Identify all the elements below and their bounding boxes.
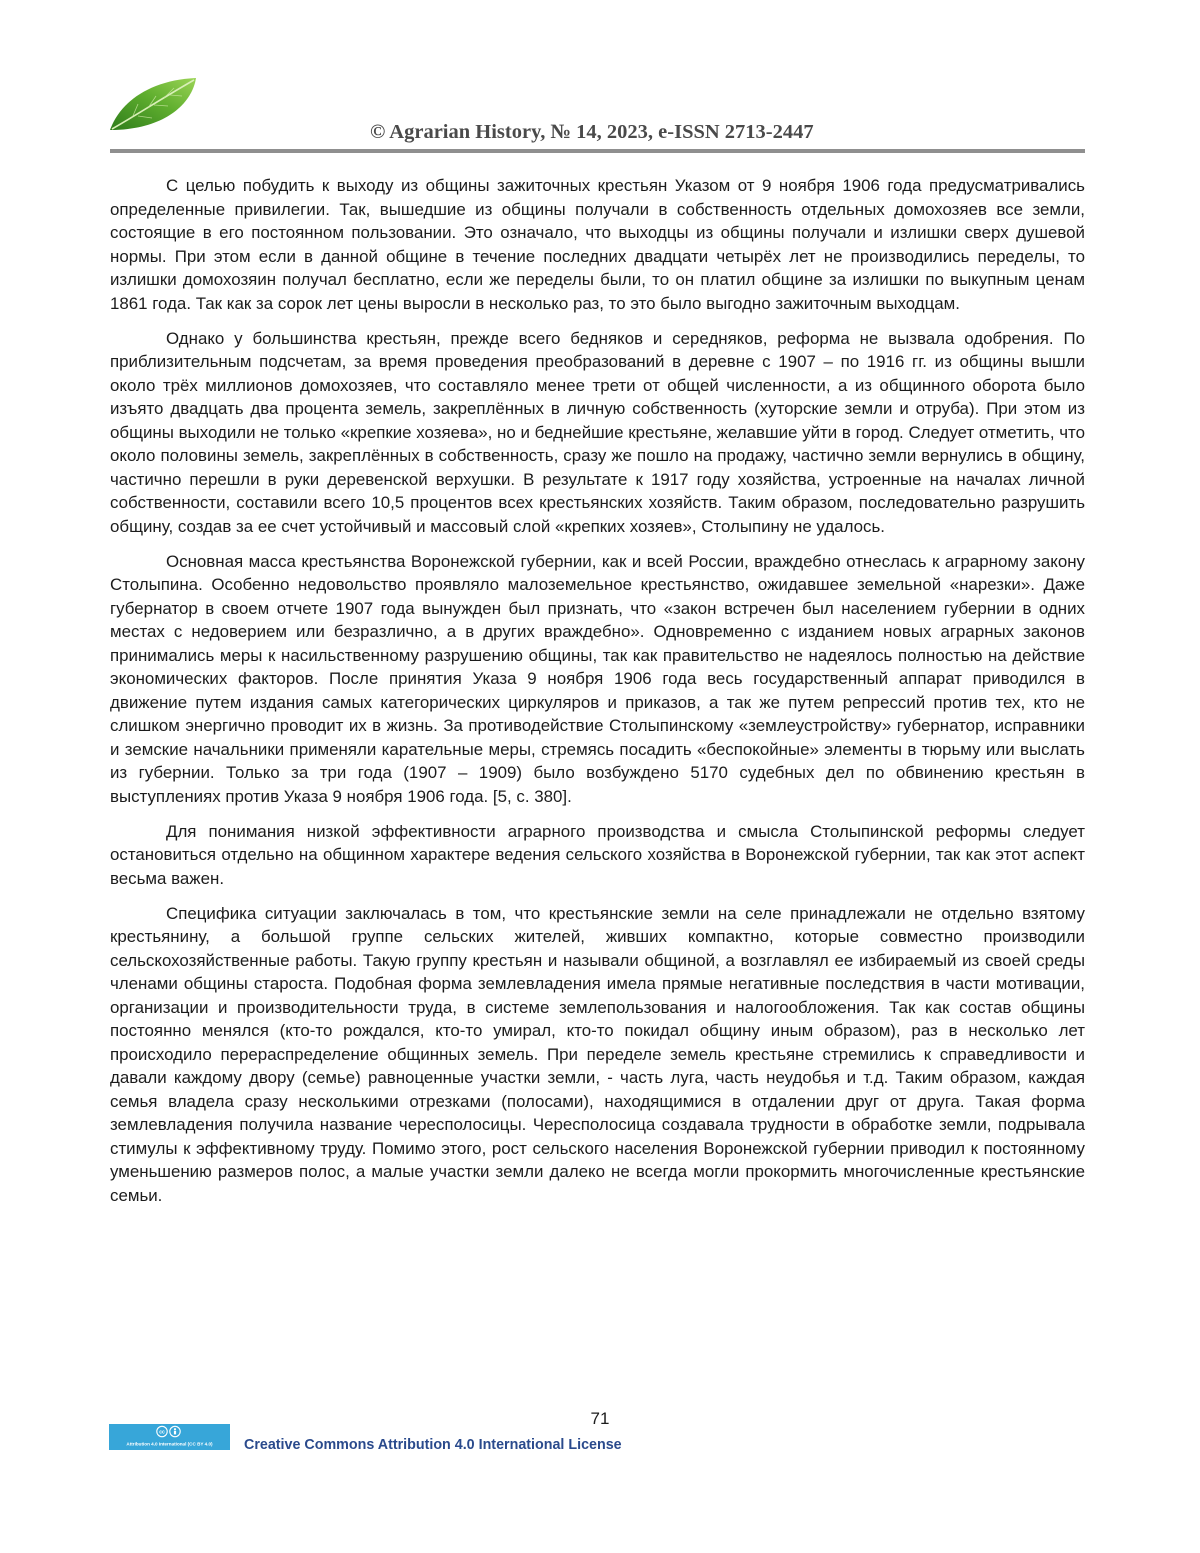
paragraph: С целью побудить к выходу из общины зажиточных крестьян Указом от 9 ноября 1906 года предусматривались определенные привилегии. Так, вышедшие из общины получали в собственность отдельных домохозяев все земли, состоящие в его постоянном пользовании. Это означало, что выходцы из общины получали и излишки сверх душевой нормы. При этом если в данной общине в течение последних двадцати четырёх лет не производились переделы, то излишки домохозяин получал бесплатно, если же переделы были, то он платил общине за излишки по выкупным ценам 1861 года. Так как за сорок лет цены выросли в несколько раз, то это было выгодно зажиточным выходцам. [110, 176, 1085, 313]
paragraph: Для понимания низкой эффективности аграрного производства и смысла Столыпинской реформы следует остановиться отдельно на общинном характере ведения сельского хозяйства в Воронежской губернии, так как этот аспект весьма важен. [110, 821, 1085, 888]
green-leaf-icon [108, 74, 200, 134]
paragraph: Основная масса крестьянства Воронежской губернии, как и всей России, враждебно отнеслась к аграрному закону Столыпина. Особенно недовольство проявляло малоземельное крестьянство, ожидавшее земельной «нарезки». Даже губернатор в своем отчете 1907 года вынужден был признать, что «закон встречен был населением губернии в одних местах с недоверием или безразлично, а в других враждебно». Одновременно с изданием новых аграрных законов принимались меры к насильственному разрушению общины, так как правительство не надеялось полностью на действие экономических факторов. После принятия Указа 9 ноября 1906 года весь государственный аппарат приводился в движение путем издания самых категорических циркуляров и приказов, а так же путем репрессий против тех, кто не слишком энергично проводит их в жизнь. За противодействие Столыпинскому «землеустройству» губернатор, исправники и земские начальники применяли карательные меры, стремясь посадить «беспокойные» элементы в тюрьму или выслать из губернии. Только за три года (1907 – 1909) было возбуждено 5170 судебных дел по обвинению крестьян в выступлениях против Указа 9 ноября 1906 года. [5, с. 380]. [110, 551, 1085, 806]
cc-by-license-badge[interactable] [109, 1424, 230, 1450]
cc-badge-text: Attribution 4.0 International (CC BY 4.0) [126, 1441, 213, 1447]
journal-header: © Agrarian History, № 14, 2023, e-ISSN 2713-2447 [370, 121, 814, 143]
header-divider [110, 149, 1085, 153]
page-number: 71 [590, 1409, 610, 1428]
article-body [110, 174, 1085, 1219]
paragraph: Специфика ситуации заключалась в том, что крестьянские земли на селе принадлежали не отдельно взятому крестьянину, а большой группе сельских жителей, живших компактно, которые совместно производили сельскохозяйственные работы. Такую группу крестьян и называли общиной, а возглавлял ее избираемый из своей среды членами общины староста. Подобная форма землевладения имела прямые негативные последствия в части мотивации, организации и производительности труда, в системе землепользования и налогообложения. Так как состав общины постоянно менялся (кто-то рождался, кто-то умирал, кто-то покидал общину иным образом), раз в несколько лет происходило перераспределение общинных земель. При переделе земель крестьяне стремились к справедливости и давали каждому двору (семье) равноценные участки земли, - часть луга, часть неудобья и т.д. Таким образом, каждая семья владела сразу несколькими отрезками (полосами), находящимися в отдалении друг от друга. Такая форма землевладения получила название чересполосицы. Чересполосица создавала трудности в обработке земли, подрывала стимулы к эффективному труду. Помимо этого, рост сельского населения Воронежской губернии приводил к постоянному уменьшению размеров полос, а малые участки земли далеко не всегда могли прокормить многочисленные крестьянские семьи. [110, 903, 1085, 1205]
svg-text:cc: cc [159, 1429, 165, 1436]
license-link[interactable]: Creative Commons Attribution 4.0 International License [244, 1437, 622, 1453]
paragraph: Однако у большинства крестьян, прежде всего бедняков и середняков, реформа не вызвала одобрения. По приблизительным подсчетам, за время проведения преобразований в деревне с 1907 – по 1916 гг. из общины вышли около трёх миллионов домохозяев, что составляло менее трети от общей численности, а из общинного оборота было изъято двадцать два процента земель, закреплённых в личную собственность (хуторские земли и отруба). При этом из общины выходили не только «крепкие хозяева», но и беднейшие крестьяне, желавшие уйти в город. Следует отметить, что около половины земель, закреплённых в собственность, сразу же пошло на продажу, частично земли вернулись в общину, частично перешли в руки деревенской верхушки. В результате к 1917 году хозяйства, устроенные на началах личной собственности, составили всего 10,5 процентов всех крестьянских хозяйств. Таким образом, последовательно разрушить общину, создав за ее счет устойчивый и массовый слой «крепких хозяев», Столыпину не удалось. [110, 328, 1085, 536]
